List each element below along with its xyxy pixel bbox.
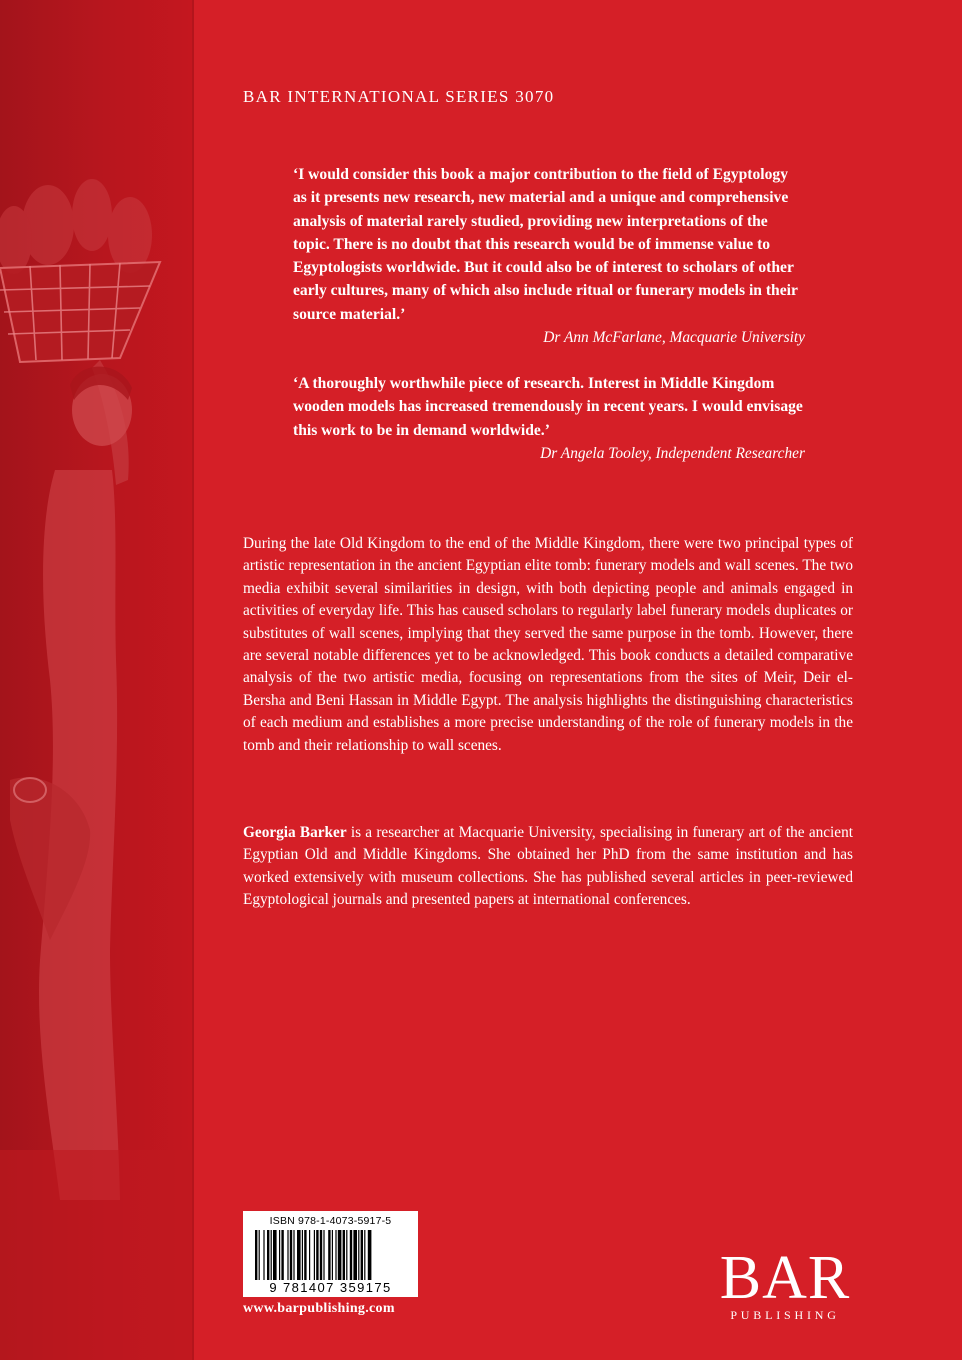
review-quote-2 bbox=[293, 372, 805, 465]
quote-attribution: Dr Angela Tooley, Independent Researcher bbox=[540, 444, 805, 462]
author-bio bbox=[243, 822, 853, 912]
cover-photo-panel bbox=[0, 0, 192, 1360]
bar-publishing-logo bbox=[712, 1244, 858, 1323]
funerary-model-figure-image bbox=[0, 0, 192, 1360]
isbn-barcode bbox=[243, 1211, 418, 1297]
logo-mark: BAR bbox=[719, 1244, 851, 1312]
book-description: During the late Old Kingdom to the end of the Middle Kingdom, there were two principal types of artistic representation in the ancient Egyptian elite tomb: funerary models and wall scenes. The two media exhibit several similarities in design, with both depicting people and animals engaged in activities of everyday life. This has caused scholars to regularly label funerary models duplicates or substitutes of wall scenes, implying that they served the same purpose in the tomb. However, there are several notable differences yet to be acknowledged. This book conducts a detailed comparative analysis of the two artistic media, focusing on representations from the sites of Meir, Deir el-Bersha and Beni Hassan in Middle Egypt. The analysis highlights the distinguishing characteristics of each medium and establishes a more precise understanding of the role of funerary models in the tomb and their relationship to wall scenes. bbox=[243, 535, 853, 754]
panel-divider bbox=[192, 0, 194, 1360]
review-quote-1 bbox=[293, 163, 805, 349]
logo-subtitle: PUBLISHING bbox=[730, 1308, 840, 1322]
barcode-bars bbox=[255, 1230, 407, 1280]
quote-text: ‘I would consider this book a major contribution to the field of Egyptology as it presents new research, new material and a unique and comprehensive analysis of material rarely studied, providing new interpretations of the topic. There is no doubt that this research would be of immense value to Egyptologists worldwide. But it could also be of interest to scholars of other early cultures, many of which also include ritual or funerary models in their source material.’ bbox=[293, 166, 798, 323]
publisher-website[interactable]: www.barpublishing.com bbox=[243, 1301, 395, 1316]
author-bio-text: is a researcher at Macquarie University, specialising in funerary art of the ancient Egyptian Old and Middle Kingdoms. She obtained her PhD from the same institution and has worked extensively with museum collections. She has published several articles in peer-reviewed Egyptological journals and presented papers at international conferences. bbox=[243, 824, 853, 909]
isbn-label: ISBN 978-1-4073-5917-5 bbox=[269, 1215, 392, 1227]
barcode-digits: 9 781407 359175 bbox=[269, 1280, 392, 1295]
quote-text: ‘A thoroughly worthwhile piece of research. Interest in Middle Kingdom wooden models has increased tremendously in recent years. I would envisage this work to be in demand worldwide.’ bbox=[293, 375, 803, 439]
quote-attribution: Dr Ann McFarlane, Macquarie University bbox=[543, 329, 805, 347]
series-title: BAR INTERNATIONAL SERIES 3070 bbox=[243, 87, 555, 106]
author-name: Georgia Barker bbox=[243, 824, 347, 841]
